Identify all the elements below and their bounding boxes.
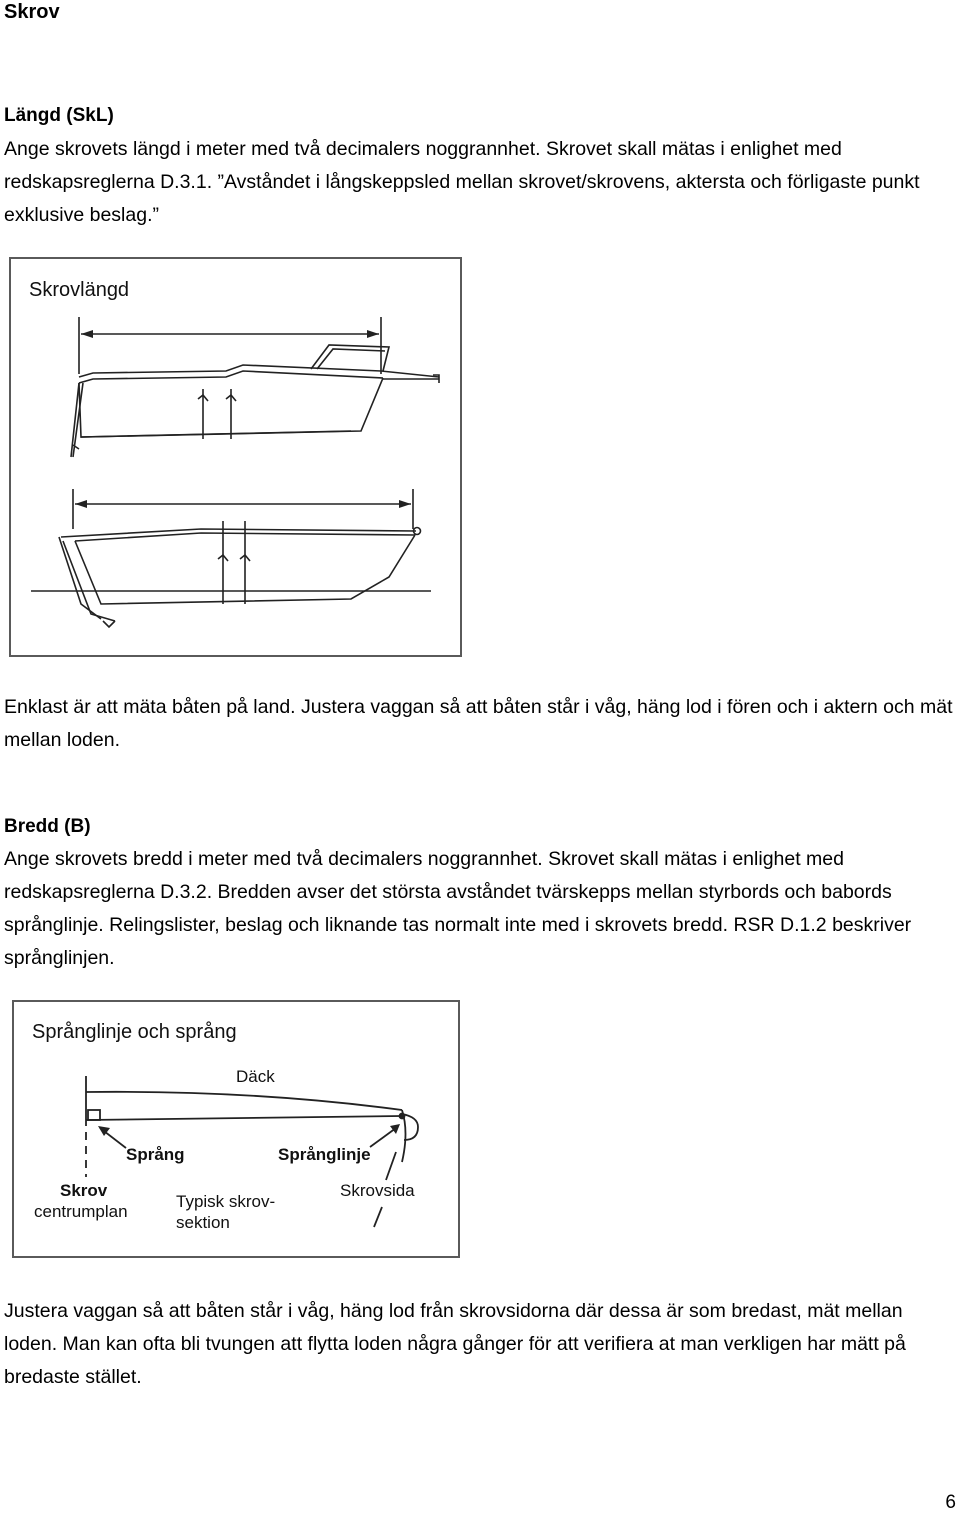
page-number: 6 <box>945 1492 956 1513</box>
paragraph-measure-on-land: Enklast är att mäta båten på land. Justera vaggan så att båten står i våg, häng lod i fören och i aktern och mät mellan loden. <box>4 696 953 751</box>
spranglinje-arrow-line <box>370 1128 396 1147</box>
paragraph-bredd: Ange skrovets bredd i meter med två decimalers noggrannhet. Skrovet skall mätas i enlighet med redskapsreglerna D.3.2. Bredden avser det största avståndet tvärskepps mellan styrbords och babords språnglinje. Relingslister, beslag och liknande tas normalt inte med i skrovets bredd. RSR D.1.2 beskriver språnglinjen. <box>4 848 912 969</box>
label-centrumplan: centrumplan <box>34 1202 128 1221</box>
skrovsida-leader-low <box>374 1207 382 1227</box>
figure-title-spranglinje: Språnglinje och språng <box>32 1021 237 1043</box>
spranglinje-diagram <box>14 1002 458 1256</box>
figure-spranglinje <box>12 1000 460 1258</box>
arrow-left-bottom <box>75 500 87 508</box>
label-sektion: sektion <box>176 1213 230 1232</box>
deck-curve <box>86 1092 402 1110</box>
arrow-left-top <box>81 330 93 338</box>
waterline-break-top <box>198 389 236 439</box>
skrovlangd-diagram <box>11 259 460 655</box>
spranglinje-arrow-head <box>390 1124 400 1134</box>
motorboat-hull <box>71 345 439 457</box>
figure-title-skrovlangd: Skrovlängd <box>29 279 130 301</box>
skrovsida-leader-high <box>386 1152 396 1180</box>
heading-langd: Längd (SkL) <box>4 105 114 126</box>
sailboat-hull <box>31 528 431 628</box>
arrow-right-bottom <box>399 500 411 508</box>
paragraph-measure-width: Justera vaggan så att båten står i våg, häng lod från skrovsidorna där dessa är som bredast, mät mellan loden. Man kan ofta bli tvungen att flytta loden några gånger för att verifiera at man verkligen har mätt på bredaste stället. <box>4 1300 906 1388</box>
heading-bredd: Bredd (B) <box>4 816 91 837</box>
label-skrov: Skrov <box>60 1181 108 1200</box>
label-skrovsida: Skrovsida <box>340 1181 415 1200</box>
label-typisk-skrov: Typisk skrov- <box>176 1192 276 1211</box>
sprang-marker <box>88 1110 100 1120</box>
label-dack: Däck <box>236 1067 275 1086</box>
figure-skrovlangd <box>9 257 462 657</box>
beam-line <box>86 1116 402 1120</box>
paragraph-langd: Ange skrovets längd i meter med två decimalers noggrannhet. Skrovet skall mätas i enlighet med redskapsreglerna D.3.1. ”Avståndet i långskeppsled mellan skrovet/skrovens, aktersta och förligaste punkt exklusive beslag.” <box>4 138 920 226</box>
label-sprang: Språng <box>126 1145 185 1164</box>
page-title: Skrov <box>4 1 60 23</box>
spranglinje-point <box>400 1114 405 1119</box>
label-spranglinje: Språnglinje <box>278 1145 371 1164</box>
arrow-right-top <box>367 330 379 338</box>
